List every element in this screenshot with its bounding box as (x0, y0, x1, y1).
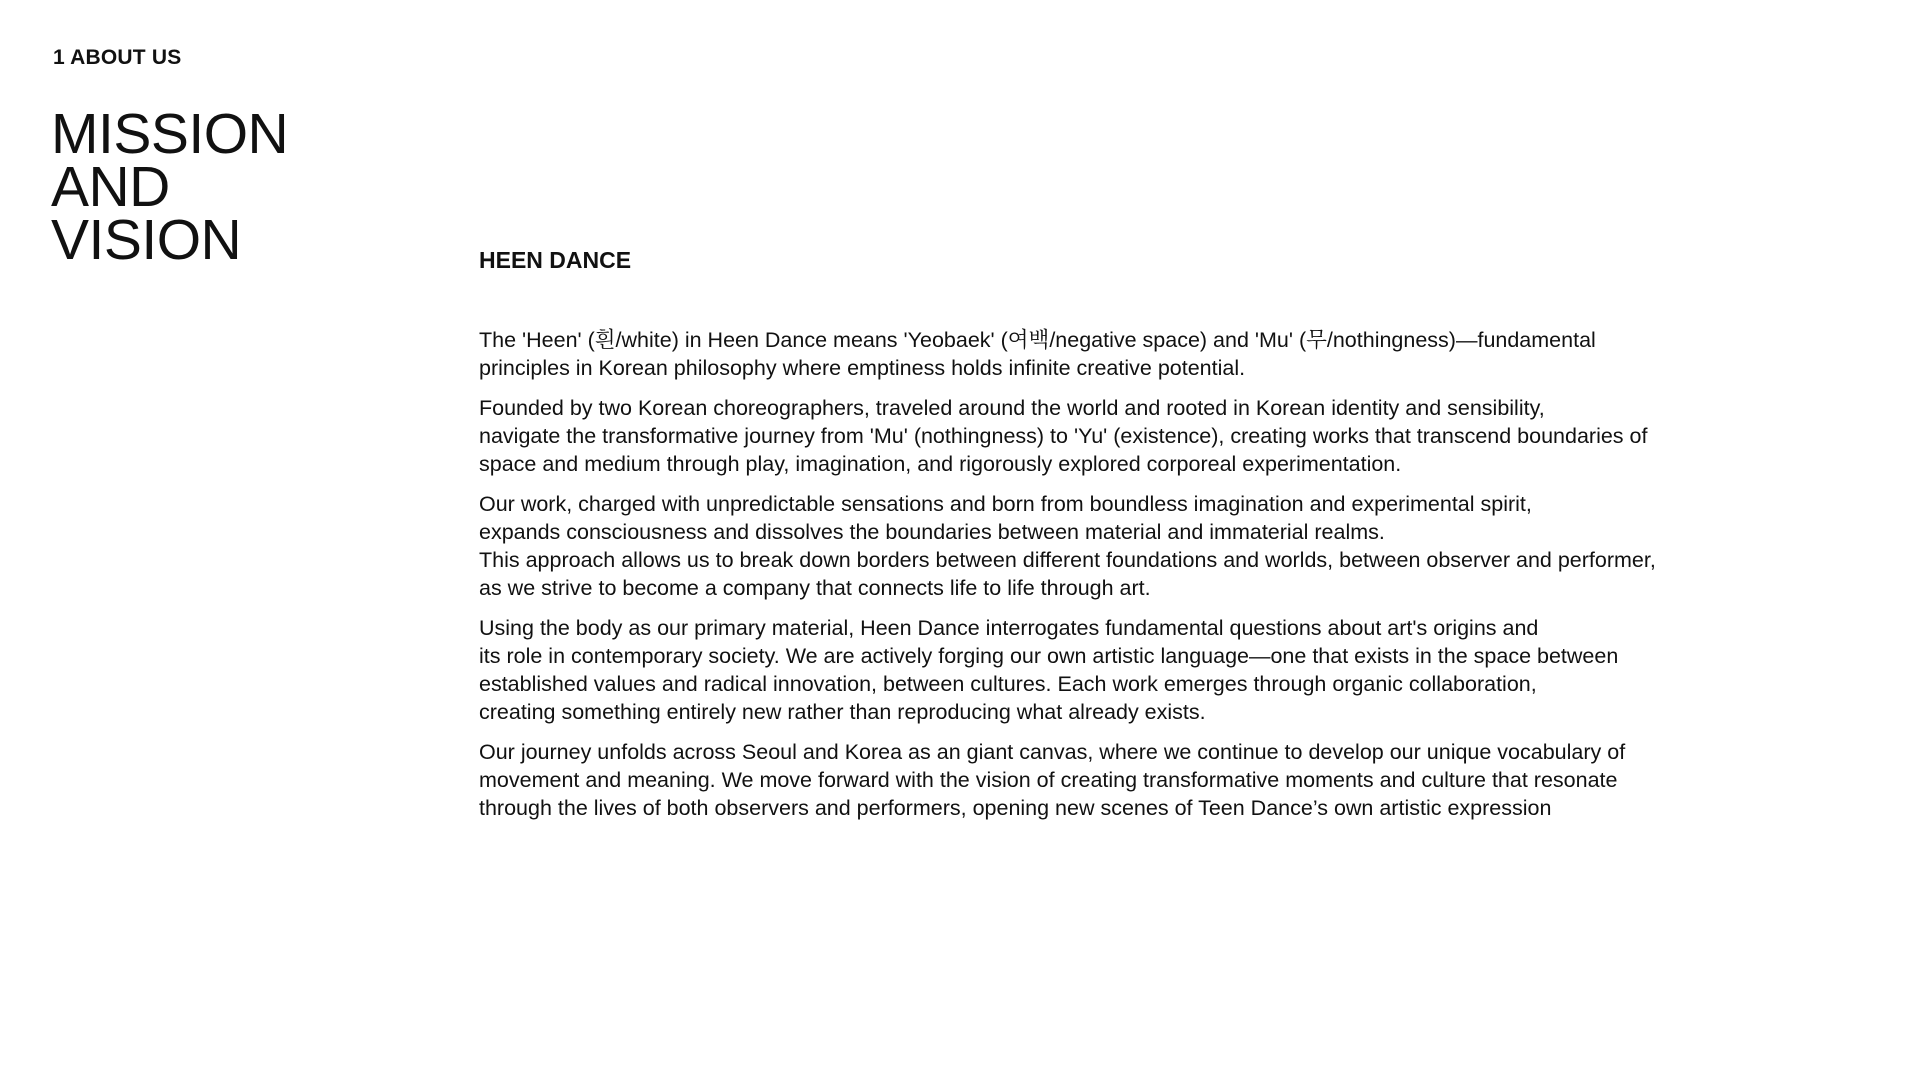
paragraph-line: Using the body as our primary material, Heen Dance interrogates fundamental questions about art's origins and (479, 616, 1539, 640)
paragraph-line: creating something entirely new rather than reproducing what already exists. (479, 700, 1206, 724)
paragraph-line: expands consciousness and dissolves the boundaries between material and immaterial realms. (479, 520, 1385, 544)
paragraph-line: Our work, charged with unpredictable sensations and born from boundless imagination and experimental spirit, (479, 492, 1532, 516)
paragraph-line: as we strive to become a company that connects life to life through art. (479, 576, 1151, 600)
paragraph-line: Founded by two Korean choreographers, traveled around the world and rooted in Korean identity and sensibility, (479, 396, 1545, 420)
paragraph-3 (479, 490, 1799, 602)
paragraph-4 (479, 614, 1799, 726)
paragraph-line: through the lives of both observers and performers, opening new scenes of Teen Dance’s own artistic expression (479, 796, 1552, 820)
paragraph-line: Our journey unfolds across Seoul and Korea as an giant canvas, where we continue to develop our unique vocabulary of (479, 740, 1626, 764)
page-title-line: AND (51, 155, 170, 219)
paragraph-2 (479, 394, 1799, 478)
content-heading: HEEN DANCE (479, 247, 632, 273)
page-title (51, 102, 289, 272)
page-title-line: MISSION (51, 102, 289, 166)
paragraph-line: This approach allows us to break down borders between different foundations and worlds, between observer and performer, (479, 548, 1656, 572)
paragraph-5 (479, 738, 1799, 822)
paragraph-line: principles in Korean philosophy where emptiness holds infinite creative potential. (479, 356, 1246, 380)
section-label: 1 ABOUT US (53, 46, 182, 69)
paragraph-line: navigate the transformative journey from 'Mu' (nothingness) to 'Yu' (existence), creating works that transcend boundaries of (479, 424, 1648, 448)
content-section (479, 246, 1799, 834)
paragraph-1 (479, 326, 1799, 382)
paragraph-line: its role in contemporary society. We are actively forging our own artistic language—one that exists in the space between (479, 644, 1619, 668)
paragraph-line: movement and meaning. We move forward with the vision of creating transformative moments and culture that resonate (479, 768, 1618, 792)
paragraph-line: The 'Heen' (흰/white) in Heen Dance means 'Yeobaek' (여백/negative space) and 'Mu' (무/nothingness)—fundamental (479, 328, 1596, 352)
paragraph-line: established values and radical innovation, between cultures. Each work emerges through organic collaboration, (479, 672, 1537, 696)
page-title-line: VISION (51, 208, 242, 272)
paragraph-line: space and medium through play, imagination, and rigorously explored corporeal experimentation. (479, 452, 1402, 476)
